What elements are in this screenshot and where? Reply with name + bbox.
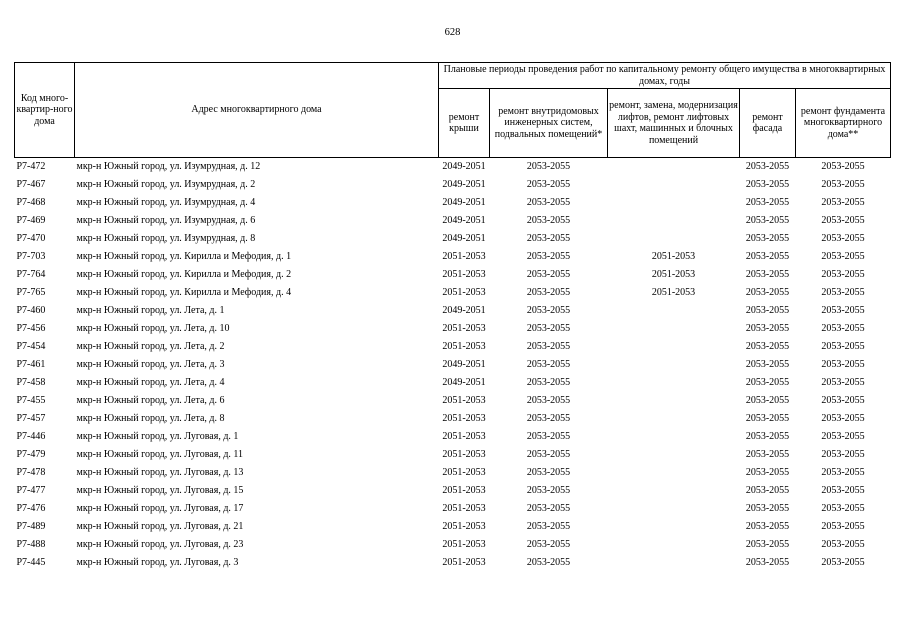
cell-elevators (608, 356, 740, 374)
cell-address: мкр-н Южный город, ул. Лета, д. 10 (76, 323, 230, 335)
cell-address: мкр-н Южный город, ул. Лета, д. 4 (76, 377, 225, 389)
cell-roof: 2049-2051 (442, 359, 486, 371)
cell-code: Р7-477 (16, 485, 46, 497)
cell-systems: 2053-2055 (526, 449, 571, 461)
cell-foundation: 2053-2055 (821, 431, 865, 443)
cell-foundation: 2053-2055 (821, 341, 865, 353)
cell-roof: 2051-2053 (442, 269, 486, 281)
table-row (15, 536, 891, 554)
cell-elevators: 2051-2053 (651, 251, 696, 263)
cell-code: Р7-703 (16, 251, 46, 263)
table-row (15, 230, 891, 248)
table-row (15, 266, 891, 284)
cell-code: Р7-456 (16, 323, 46, 335)
cell-foundation: 2053-2055 (821, 413, 865, 425)
cell-facade: 2053-2055 (745, 485, 790, 497)
cell-roof: 2049-2051 (442, 215, 486, 227)
cell-address: мкр-н Южный город, ул. Изумрудная, д. 6 (76, 215, 256, 227)
cell-address: мкр-н Южный город, ул. Изумрудная, д. 2 (76, 179, 256, 191)
table-row (15, 302, 891, 320)
cell-facade: 2053-2055 (745, 539, 790, 551)
header-facade: ремонт фасада (740, 89, 796, 158)
table-row (15, 482, 891, 500)
cell-address: мкр-н Южный город, ул. Лета, д. 8 (76, 413, 225, 425)
cell-code: Р7-476 (16, 503, 46, 515)
cell-elevators (608, 410, 740, 428)
header-foundation: ремонт фундамента многоквартирного дома** (796, 89, 891, 158)
cell-elevators (608, 392, 740, 410)
cell-foundation: 2053-2055 (821, 503, 865, 515)
cell-facade: 2053-2055 (745, 215, 790, 227)
cell-address: мкр-н Южный город, ул. Луговая, д. 23 (76, 539, 244, 551)
cell-elevators (608, 464, 740, 482)
cell-code: Р7-469 (16, 215, 46, 227)
table-row (15, 248, 891, 266)
table-row (15, 158, 891, 177)
cell-elevators (608, 194, 740, 212)
cell-roof: 2049-2051 (442, 305, 486, 317)
cell-roof: 2049-2051 (442, 233, 486, 245)
cell-elevators: 2051-2053 (651, 287, 696, 299)
cell-elevators (608, 518, 740, 536)
repair-schedule-table (14, 62, 891, 572)
table-row (15, 518, 891, 536)
cell-roof: 2051-2053 (442, 485, 486, 497)
cell-address: мкр-н Южный город, ул. Луговая, д. 11 (76, 449, 244, 461)
cell-code: Р7-455 (16, 395, 46, 407)
cell-roof: 2051-2053 (442, 395, 486, 407)
cell-foundation: 2053-2055 (821, 377, 865, 389)
cell-systems: 2053-2055 (526, 359, 571, 371)
cell-facade: 2053-2055 (745, 395, 790, 407)
cell-facade: 2053-2055 (745, 197, 790, 209)
cell-foundation: 2053-2055 (821, 323, 865, 335)
cell-roof: 2051-2053 (442, 413, 486, 425)
cell-address: мкр-н Южный город, ул. Изумрудная, д. 8 (76, 233, 256, 245)
cell-address: мкр-н Южный город, ул. Луговая, д. 21 (76, 521, 244, 533)
page-number: 628 (444, 27, 461, 38)
cell-code: Р7-446 (16, 431, 46, 443)
cell-address: мкр-н Южный город, ул. Луговая, д. 15 (76, 485, 244, 497)
cell-systems: 2053-2055 (526, 557, 571, 569)
cell-facade: 2053-2055 (745, 467, 790, 479)
cell-address: мкр-н Южный город, ул. Луговая, д. 17 (76, 503, 244, 515)
cell-facade: 2053-2055 (745, 503, 790, 515)
table-row (15, 212, 891, 230)
cell-code: Р7-460 (16, 305, 46, 317)
cell-code: Р7-765 (16, 287, 46, 299)
cell-address: мкр-н Южный город, ул. Кирилла и Мефодия, д. 4 (76, 287, 292, 299)
cell-foundation: 2053-2055 (821, 215, 865, 227)
cell-address: мкр-н Южный город, ул. Лета, д. 6 (76, 395, 225, 407)
cell-address: мкр-н Южный город, ул. Кирилла и Мефодия, д. 2 (76, 269, 292, 281)
cell-systems: 2053-2055 (526, 215, 571, 227)
cell-foundation: 2053-2055 (821, 251, 865, 263)
cell-code: Р7-478 (16, 467, 46, 479)
cell-roof: 2051-2053 (442, 431, 486, 443)
cell-foundation: 2053-2055 (821, 521, 865, 533)
cell-roof: 2051-2053 (442, 341, 486, 353)
cell-elevators (608, 446, 740, 464)
cell-roof: 2051-2053 (442, 449, 486, 461)
cell-systems: 2053-2055 (526, 413, 571, 425)
cell-elevators (608, 176, 740, 194)
cell-roof: 2049-2051 (442, 179, 486, 191)
cell-address: мкр-н Южный город, ул. Лета, д. 1 (76, 305, 225, 317)
cell-facade: 2053-2055 (745, 161, 790, 173)
cell-foundation: 2053-2055 (821, 179, 865, 191)
cell-systems: 2053-2055 (526, 323, 571, 335)
cell-facade: 2053-2055 (745, 287, 790, 299)
cell-facade: 2053-2055 (745, 449, 790, 461)
cell-facade: 2053-2055 (745, 341, 790, 353)
header-address: Адрес многоквартирного дома (75, 63, 439, 158)
cell-code: Р7-764 (16, 269, 46, 281)
cell-foundation: 2053-2055 (821, 269, 865, 281)
cell-roof: 2051-2053 (442, 467, 486, 479)
cell-foundation: 2053-2055 (821, 395, 865, 407)
cell-systems: 2053-2055 (526, 467, 571, 479)
cell-code: Р7-479 (16, 449, 46, 461)
cell-systems: 2053-2055 (526, 305, 571, 317)
cell-code: Р7-472 (16, 161, 46, 173)
cell-code: Р7-488 (16, 539, 46, 551)
cell-systems: 2053-2055 (526, 431, 571, 443)
table-row (15, 392, 891, 410)
cell-roof: 2049-2051 (442, 161, 486, 173)
cell-systems: 2053-2055 (526, 503, 571, 515)
cell-address: мкр-н Южный город, ул. Луговая, д. 13 (76, 467, 244, 479)
cell-elevators: 2051-2053 (651, 269, 696, 281)
cell-systems: 2053-2055 (526, 269, 571, 281)
cell-foundation: 2053-2055 (821, 305, 865, 317)
cell-address: мкр-н Южный город, ул. Лета, д. 3 (76, 359, 225, 371)
cell-code: Р7-454 (16, 341, 46, 353)
cell-foundation: 2053-2055 (821, 161, 865, 173)
table-row (15, 374, 891, 392)
cell-facade: 2053-2055 (745, 431, 790, 443)
cell-foundation: 2053-2055 (821, 359, 865, 371)
cell-elevators (608, 554, 740, 572)
cell-elevators (608, 428, 740, 446)
cell-code: Р7-457 (16, 413, 46, 425)
cell-foundation: 2053-2055 (821, 485, 865, 497)
cell-systems: 2053-2055 (526, 485, 571, 497)
cell-foundation: 2053-2055 (821, 449, 865, 461)
cell-systems: 2053-2055 (526, 161, 571, 173)
cell-systems: 2053-2055 (526, 539, 571, 551)
table-row (15, 320, 891, 338)
table-row (15, 284, 891, 302)
cell-elevators (608, 500, 740, 518)
cell-roof: 2049-2051 (442, 377, 486, 389)
cell-systems: 2053-2055 (526, 197, 571, 209)
cell-roof: 2051-2053 (442, 503, 486, 515)
header-elevators: ремонт, замена, модернизация лифтов, ремонт лифтовых шахт, машинных и блочных помещений (608, 89, 740, 158)
cell-elevators (608, 338, 740, 356)
header-periods: Плановые периоды проведения работ по капитальному ремонту общего имущества в многоквартирных домах, годы (439, 63, 891, 89)
cell-code: Р7-461 (16, 359, 46, 371)
cell-elevators (608, 374, 740, 392)
cell-facade: 2053-2055 (745, 557, 790, 569)
cell-code: Р7-458 (16, 377, 46, 389)
cell-code: Р7-470 (16, 233, 46, 245)
cell-facade: 2053-2055 (745, 305, 790, 317)
cell-systems: 2053-2055 (526, 233, 571, 245)
header-code: Код много-квартир-ного дома (15, 63, 75, 158)
cell-foundation: 2053-2055 (821, 197, 865, 209)
cell-elevators (608, 536, 740, 554)
cell-elevators (608, 212, 740, 230)
cell-roof: 2049-2051 (442, 197, 486, 209)
cell-facade: 2053-2055 (745, 269, 790, 281)
cell-facade: 2053-2055 (745, 251, 790, 263)
table-row (15, 428, 891, 446)
table-row (15, 446, 891, 464)
cell-foundation: 2053-2055 (821, 233, 865, 245)
cell-roof: 2051-2053 (442, 251, 486, 263)
table-body (15, 158, 891, 573)
cell-elevators (608, 482, 740, 500)
table-row (15, 554, 891, 572)
header-roof: ремонт крыши (439, 89, 490, 158)
cell-roof: 2051-2053 (442, 539, 486, 551)
table-row (15, 464, 891, 482)
cell-roof: 2051-2053 (442, 557, 486, 569)
cell-address: мкр-н Южный город, ул. Изумрудная, д. 4 (76, 197, 256, 209)
cell-address: мкр-н Южный город, ул. Луговая, д. 3 (76, 557, 239, 569)
cell-code: Р7-467 (16, 179, 46, 191)
cell-systems: 2053-2055 (526, 251, 571, 263)
table-row (15, 194, 891, 212)
cell-address: мкр-н Южный город, ул. Изумрудная, д. 12 (76, 161, 261, 173)
cell-code: Р7-445 (16, 557, 46, 569)
cell-systems: 2053-2055 (526, 377, 571, 389)
cell-systems: 2053-2055 (526, 179, 571, 191)
cell-systems: 2053-2055 (526, 395, 571, 407)
cell-foundation: 2053-2055 (821, 287, 865, 299)
cell-systems: 2053-2055 (526, 521, 571, 533)
cell-facade: 2053-2055 (745, 359, 790, 371)
cell-elevators (608, 302, 740, 320)
table-row (15, 176, 891, 194)
cell-facade: 2053-2055 (745, 413, 790, 425)
cell-roof: 2051-2053 (442, 287, 486, 299)
cell-roof: 2051-2053 (442, 521, 486, 533)
cell-foundation: 2053-2055 (821, 557, 865, 569)
table-row (15, 356, 891, 374)
cell-systems: 2053-2055 (526, 287, 571, 299)
header-systems: ремонт внутридомовых инженерных систем, подвальных помещений* (490, 89, 608, 158)
cell-systems: 2053-2055 (526, 341, 571, 353)
cell-facade: 2053-2055 (745, 323, 790, 335)
cell-facade: 2053-2055 (745, 233, 790, 245)
table-row (15, 410, 891, 428)
cell-foundation: 2053-2055 (821, 467, 865, 479)
cell-elevators (608, 230, 740, 248)
cell-facade: 2053-2055 (745, 521, 790, 533)
cell-foundation: 2053-2055 (821, 539, 865, 551)
cell-address: мкр-н Южный город, ул. Кирилла и Мефодия, д. 1 (76, 251, 292, 263)
table-row (15, 500, 891, 518)
cell-elevators (608, 158, 740, 177)
cell-facade: 2053-2055 (745, 179, 790, 191)
cell-code: Р7-489 (16, 521, 46, 533)
cell-address: мкр-н Южный город, ул. Лета, д. 2 (76, 341, 225, 353)
cell-roof: 2051-2053 (442, 323, 486, 335)
cell-facade: 2053-2055 (745, 377, 790, 389)
cell-code: Р7-468 (16, 197, 46, 209)
cell-elevators (608, 320, 740, 338)
cell-address: мкр-н Южный город, ул. Луговая, д. 1 (76, 431, 239, 443)
table-row (15, 338, 891, 356)
